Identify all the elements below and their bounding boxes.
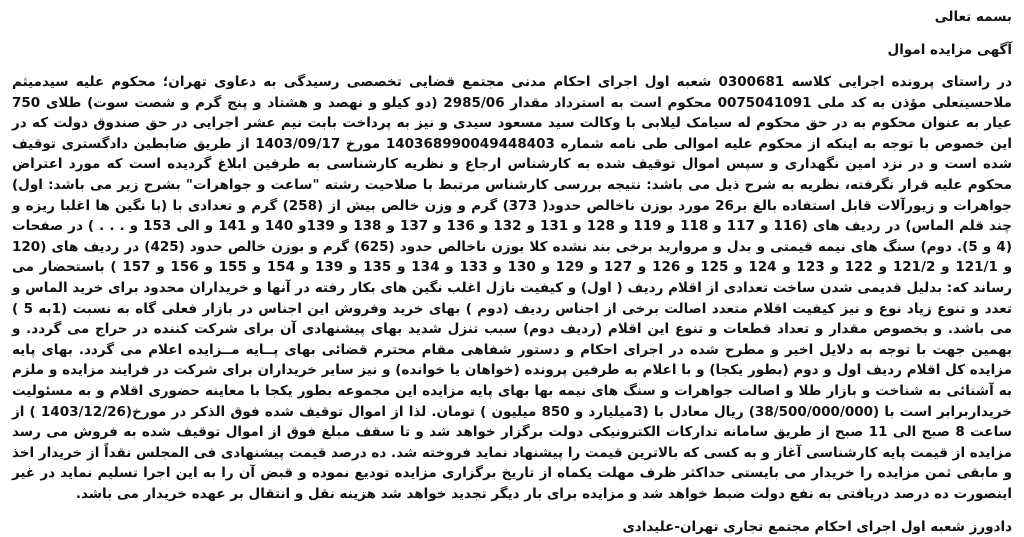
notice-body: در راستای پرونده اجرایی کلاسه 0300681 شعبه اول اجرای احکام مدنی مجتمع قضایی تخصصی رسیدگی به دعاوی تهران؛ محکوم علیه سیدمیثم ملاحسینعلی مؤذن به کد ملی 0075041091 محکوم است به استرداد مقدار 2985/06 (دو کیلو و نهصد و هشتاد و پنج گرم و شصت سوت) طلای 750 عیار به عنوان محکوم به در حق محکوم له سیامک لیلابی با وکالت سید مسعود سیدی و نیز به پرداخت بابت نیم عشر اجرایی در حق صندوق دولت که در این خصوص با توجه به اینکه از محکوم علیه اموالی طی نامه شماره 140368990049448403 مورخ 1403/09/17 از طریق ضابطین دادگستری توقیف شده است و در نزد امین نگهداری و سپس اموال توقیف شده به کارشناس ارجاع و نظریه کارشناسی به طرفین ابلاغ گردیده است که مورد اعتراض محکوم علیه قرار نگرفته، نظریه به شرح ذیل می باشد: نتیجه بررسی کارشناس مرتبط با صلاحیت رشته "ساعت و جواهرات" بشرح زیر می باشد: اول) جواهرات و زیورآلات قابل استفاده بالغ بر26 مورد بوزن ناخالص حدود( 373) گرم و وزن خالص بیش از (258) گرم و تعدادی با (با نگین ها اغلبا ریزه و چند قلم الماس) در ردیف های (116 و 117 و 118 و 119 و 128 و 131 و 132 و 136 و 137 و 138 و 139و 140 و 141 و الی 153 و . . . ) در صفحات (4 و 5). دوم) سنگ های نیمه قیمتی و بدل و مروارید برخی بند نشده کلا بوزن ناخالص حدود (625) گرم و بوزن خالص حدود (425) در ردیف های (120 و 121/1 و 121/2 و 122 و 123 و 124 و 125 و 126 و 127 و 129 و 130 و 133 و 134 و 135 و 139 و 154 و 155 و 156 و 157 ) باستحضار می رساند که: بدلیل قدیمی شدن ساخت تعدادی از اقلام ردیف ( اول) و کیفیت نازل اغلب نگین های بکار رفته در آنها و خریداران محدود برای خرید الماس و تعدد و تنوع زیاد نوع و نیز کیفیت اقلام متعدد اصالت برخی از اجناس ردیف (دوم ) بهای خرید وفروش این اجناس در بازار فعلی گاه به نسبت (1به 5 ) می باشد. و بخصوص مقدار و تعداد قطعات و تنوع این اقلام (ردیف دوم) سبب تنزل شدید بهای پیشنهادی آن برای شرکت کننده در حراج می گردد. و بهمین جهت با توجه به دلایل اخیر و مطرح شده در اجرای احکام و دستور شفاهی مقام محترم قضائی بهای پــایه مــزایده اعلام می گردد. بهای پایه مزایده کل اقلام ردیف اول و دوم (بطور یکجا) و با اعلام به طرفین پرونده (خواهان یا خوانده) و نیز سایر خریداران برای شرکت در فرایند مزایده و ملزم به آشنائی به شناخت و بازار طلا و اصالت جواهرات و سنگ های نیمه بها بهای پایه مزایده این مجموعه بطور یکجا با معاینه حضوری اقلام و به مسئولیت خریداربرابر است با (38/500/000/000) ریال معادل با (3میلیارد و 850 میلیون ) تومان. لذا از اموال توقیف شده فوق الذکر در مورخ(1403/12/26 ) از ساعت 8 صبح الی 11 صبح از طریق سامانه تدارکات الکترونیکی دولت برگزار خواهد شد و تا سقف مبلغ فوق از اموال توقیف شده به فروش می رسد مزایده از قیمت پایه کارشناسی آغاز و به کسی که بالاترین قیمت را پیشنهاد نماید فروخته شد. ده درصد قیمت پیشنهادی فی المجلس نقداً از خریدار اخذ و مابقی ثمن مزایده را خریدار می بایستی حداکثر ظرف مهلت یکماه از تاریخ برگزاری مزایده تودیع نموده و قبض آن را به این اجرا تسلیم نماید در غیر اینصورت ده درصد دریافتی به نفع دولت ضبط خواهد شد و مزایده برای بار دیگر تجدید خواهد شد هزینه نقل و انتقال بر عهده خریدار می باشد. xyxy=(12,74,1013,502)
invocation-heading: بسمه تعالی xyxy=(934,9,1012,25)
signature-line: دادورز شعبه اول اجرای احکام مجتمع تجاری تهران-علیدادی xyxy=(622,519,1012,536)
notice-title: آگهی مزایده اموال xyxy=(887,42,1012,58)
